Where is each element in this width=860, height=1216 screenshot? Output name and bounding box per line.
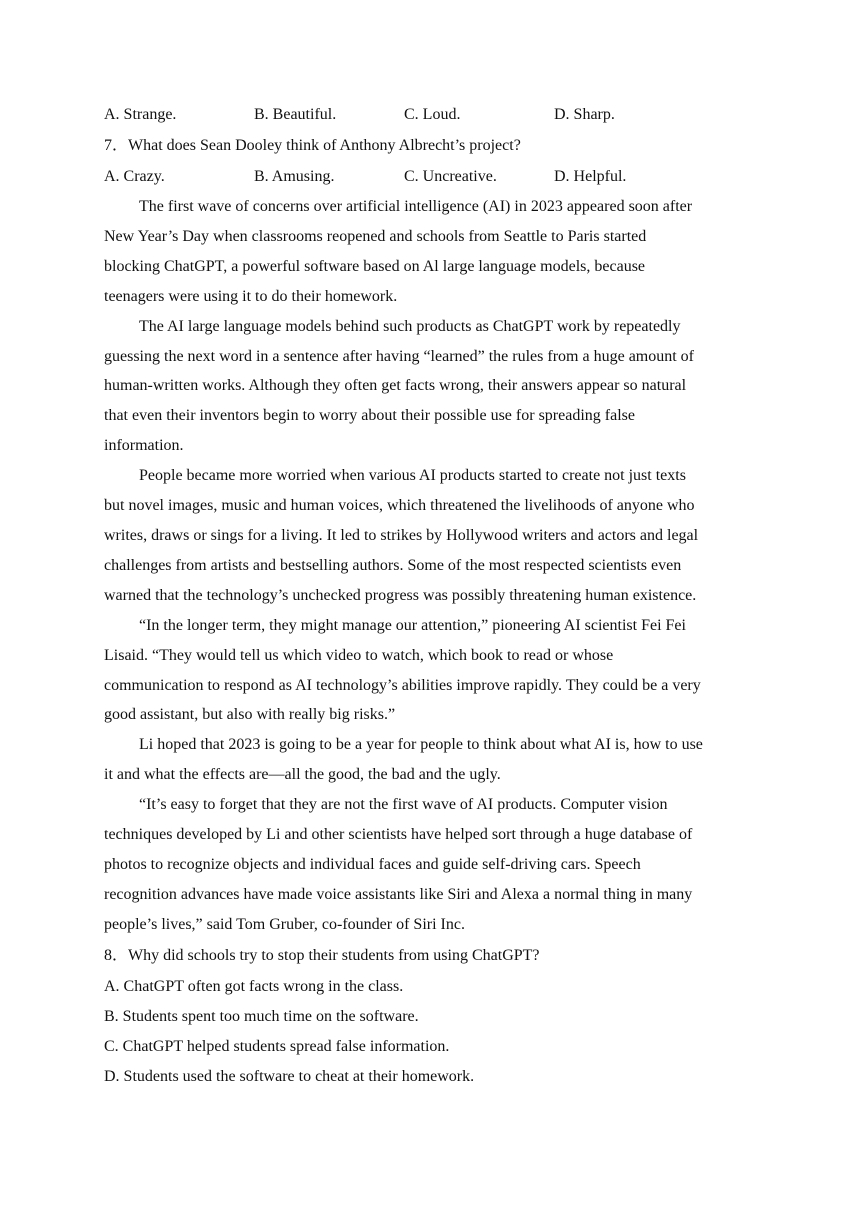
passage-paragraph-6 [104, 790, 764, 940]
passage-paragraph-5 [104, 730, 764, 790]
passage-line: photos to recognize objects and individual faces and guide self-driving cars. Speech [104, 855, 641, 873]
passage-line: Li hoped that 2023 is going to be a year for people to think about what AI is, how to use [139, 736, 703, 754]
passage-line: warned that the technology’s unchecked progress was possibly threatening human existence. [104, 586, 697, 604]
passage-line: challenges from artists and bestselling authors. Some of the most respected scientists even [104, 556, 682, 574]
passage-line: that even their inventors begin to worry about their possible use for spreading false [104, 407, 635, 425]
passage-line: good assistant, but also with really big risks.” [104, 706, 396, 724]
passage-line: The first wave of concerns over artificial intelligence (AI) in 2023 appeared soon after [139, 198, 693, 215]
q8-option-a: A. ChatGPT often got facts wrong in the class. [104, 977, 404, 995]
q8-option-b: B. Students spent too much time on the software. [104, 1007, 419, 1025]
passage-line: but novel images, music and human voices, which threatened the livelihoods of anyone who [104, 497, 695, 515]
q7-option-c: C. Uncreative. [404, 168, 497, 185]
q7-option-b: B. Amusing. [254, 168, 335, 185]
passage-paragraph-4 [104, 611, 764, 731]
passage-line: New Year’s Day when classrooms reopened and schools from Seattle to Paris started [104, 227, 647, 245]
q8-option-d: D. Students used the software to cheat at their homework. [104, 1067, 475, 1085]
passage-line: techniques developed by Li and other scientists have helped sort through a huge database of [104, 826, 693, 844]
q6-options-row [104, 100, 764, 130]
passage-line: it and what the effects are—all the good, the bad and the ugly. [104, 766, 501, 784]
q6-option-b: B. Beautiful. [254, 106, 337, 123]
page-content [104, 100, 764, 1092]
passage-line: teenagers were using it to do their homework. [104, 287, 398, 305]
passage-line: communication to respond as AI technology’s abilities improve rapidly. They could be a very [104, 676, 701, 694]
passage-line: information. [104, 437, 184, 455]
passage-line: People became more worried when various AI products started to create not just texts [139, 467, 686, 485]
passage-line: “It’s easy to forget that they are not the first wave of AI products. Computer vision [139, 796, 668, 814]
q8-question: 8．Why did schools try to stop their students from using ChatGPT? [104, 946, 540, 964]
passage-line: The AI large language models behind such products as ChatGPT work by repeatedly [139, 317, 681, 335]
q6-option-d: D. Sharp. [554, 106, 615, 123]
passage-paragraph-3 [104, 461, 764, 611]
q8-option-c: C. ChatGPT helped students spread false information. [104, 1037, 450, 1055]
passage-line: recognition advances have made voice assistants like Siri and Alexa a normal thing in many [104, 885, 693, 903]
passage-paragraph-1 [104, 192, 764, 312]
q7-options-row [104, 162, 764, 192]
passage-line: guessing the next word in a sentence after having “learned” the rules from a huge amount of [104, 347, 695, 365]
passage-line: blocking ChatGPT, a powerful software based on Al large language models, because [104, 257, 646, 275]
passage-line: “In the longer term, they might manage our attention,” pioneering AI scientist Fei Fei [139, 616, 686, 634]
q6-option-c: C. Loud. [404, 106, 461, 123]
passage-paragraph-2 [104, 312, 764, 462]
q6-option-a: A. Strange. [104, 106, 177, 123]
passage-line: Lisaid. “They would tell us which video to watch, which book to read or whose [104, 646, 614, 664]
q7-option-d: D. Helpful. [554, 168, 627, 185]
passage-line: writes, draws or sings for a living. It led to strikes by Hollywood writers and actors and legal [104, 526, 699, 544]
q7-question: 7．What does Sean Dooley think of Anthony Albrecht’s project? [104, 137, 521, 154]
passage-line: human-written works. Although they often get facts wrong, their answers appear so natural [104, 377, 687, 395]
q7-option-a: A. Crazy. [104, 168, 165, 185]
passage-line: people’s lives,” said Tom Gruber, co-founder of Siri Inc. [104, 915, 465, 933]
